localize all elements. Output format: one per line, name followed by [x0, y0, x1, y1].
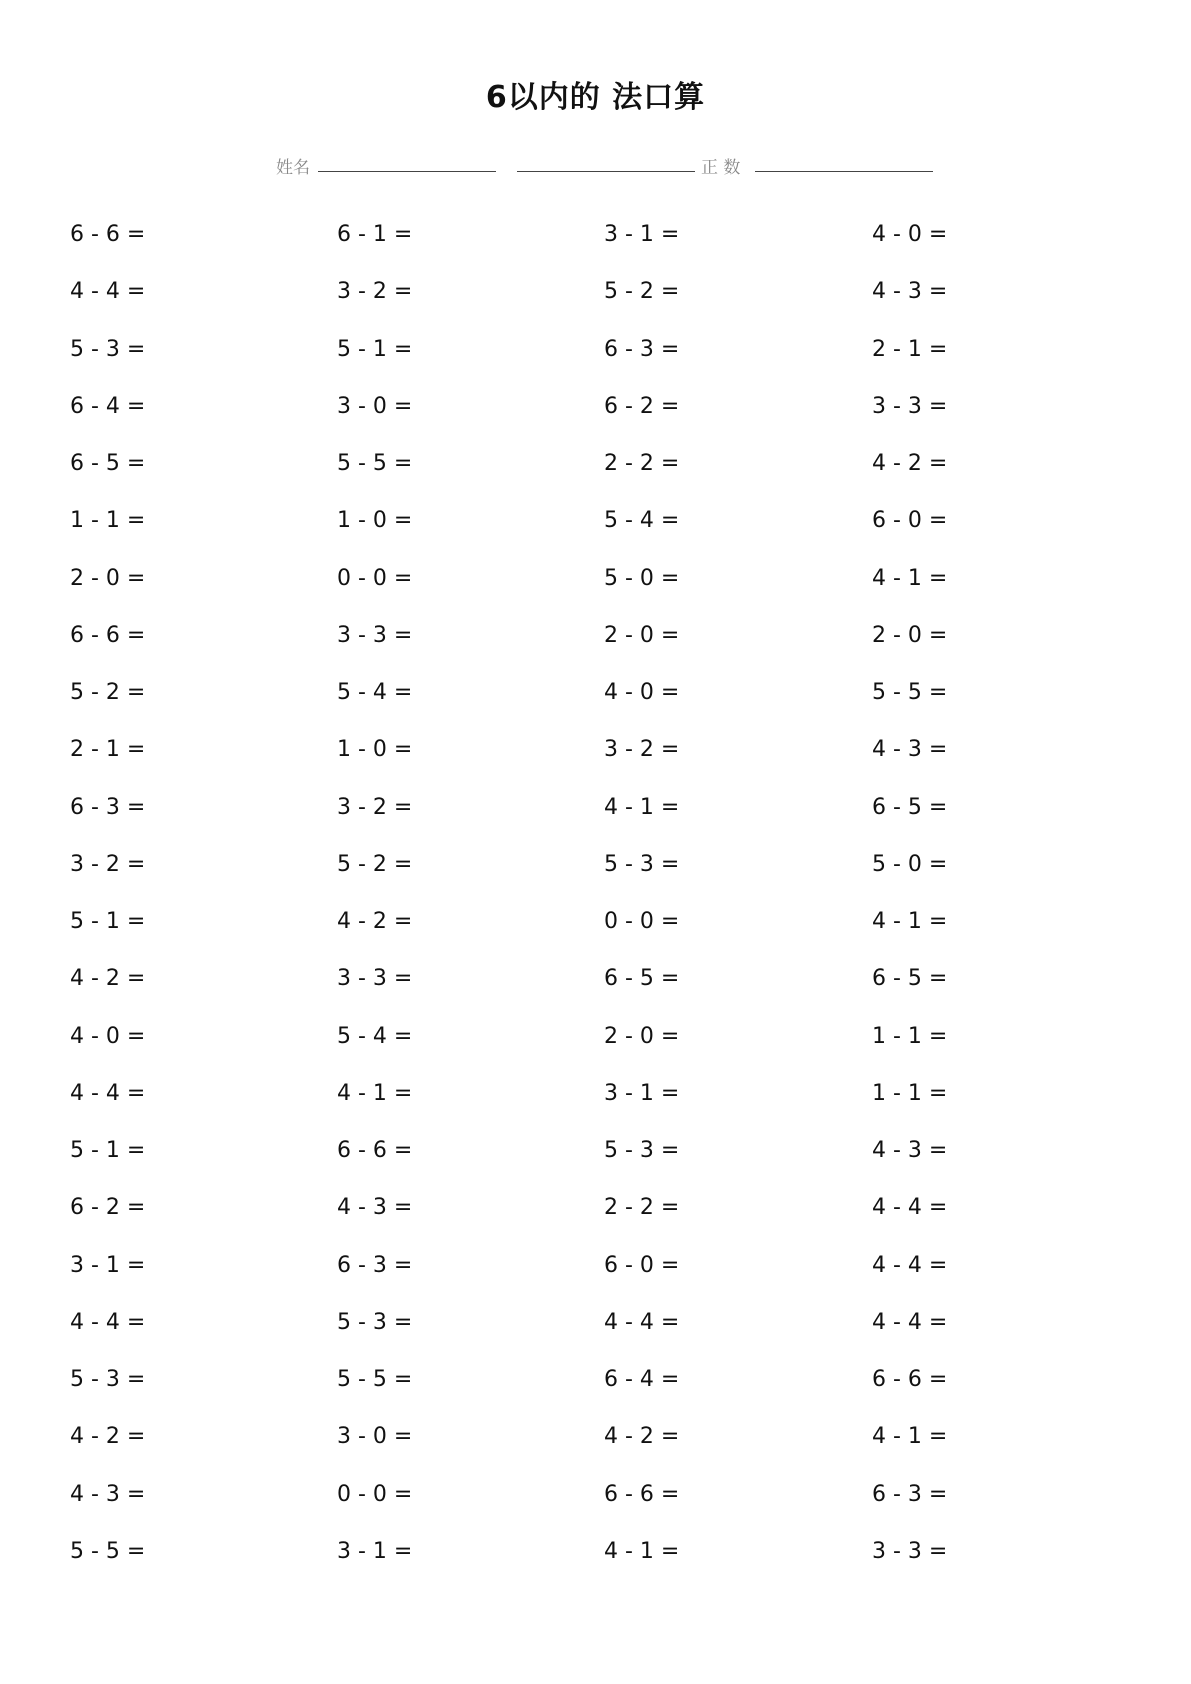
correct-count-field[interactable]: [755, 171, 933, 172]
problem-item: 3 - 3 =: [872, 393, 948, 419]
problem-item: 0 - 0 =: [337, 1481, 413, 1507]
problem-item: 2 - 0 =: [604, 622, 680, 648]
name-label: 姓名: [276, 158, 310, 178]
problem-item: 5 - 4 =: [337, 1023, 413, 1049]
problem-item: 4 - 1 =: [337, 1080, 413, 1106]
problem-item: 4 - 3 =: [872, 1138, 948, 1163]
problem-item: 5 - 5 =: [337, 1367, 413, 1392]
problem-item: 4 - 1 =: [872, 565, 948, 591]
problem-row: [70, 451, 1150, 508]
problem-item: 1 - 0 =: [337, 508, 413, 534]
problem-item: 2 - 0 =: [872, 622, 948, 648]
problem-item: 5 - 5 =: [70, 1538, 146, 1564]
problem-item: 2 - 0 =: [70, 565, 146, 591]
problem-item: 5 - 4 =: [337, 680, 413, 705]
problem-item: 5 - 1 =: [70, 1138, 146, 1163]
problem-item: 3 - 1 =: [337, 1538, 413, 1564]
problem-item: 4 - 2 =: [70, 1424, 146, 1450]
problem-item: 3 - 3 =: [337, 966, 413, 992]
problem-item: 3 - 0 =: [337, 1424, 413, 1450]
problem-item: 6 - 5 =: [70, 451, 146, 476]
problem-row: [70, 508, 1150, 565]
problem-item: 6 - 3 =: [604, 336, 680, 362]
problem-row: [70, 279, 1150, 336]
problem-item: 6 - 5 =: [872, 966, 948, 992]
problem-item: 6 - 5 =: [872, 794, 948, 820]
problem-item: 4 - 1 =: [872, 1424, 948, 1450]
problem-item: 3 - 2 =: [337, 794, 413, 820]
problem-item: 2 - 2 =: [604, 1195, 680, 1221]
problem-item: 4 - 0 =: [604, 680, 680, 705]
problem-item: 4 - 4 =: [70, 1080, 146, 1106]
problem-row: [70, 680, 1150, 737]
problem-row: [70, 909, 1150, 966]
problem-item: 6 - 3 =: [70, 794, 146, 820]
problem-item: 0 - 0 =: [604, 909, 680, 934]
problem-grid: [70, 222, 1150, 1596]
problem-item: 0 - 0 =: [337, 565, 413, 591]
problem-item: 4 - 2 =: [872, 451, 948, 476]
problem-item: 4 - 3 =: [70, 1481, 146, 1507]
problem-row: [70, 566, 1150, 623]
problem-item: 6 - 6 =: [604, 1481, 680, 1507]
problem-row: [70, 1424, 1150, 1481]
problem-item: 2 - 2 =: [604, 451, 680, 476]
problem-item: 3 - 3 =: [337, 622, 413, 648]
problem-item: 5 - 3 =: [70, 1367, 146, 1392]
problem-item: 2 - 1 =: [872, 336, 948, 362]
problem-item: 4 - 4 =: [872, 1195, 948, 1221]
problem-item: 6 - 6 =: [337, 1138, 413, 1163]
problem-item: 5 - 3 =: [604, 851, 680, 877]
problem-item: 4 - 1 =: [604, 1538, 680, 1564]
problem-item: 4 - 2 =: [337, 909, 413, 934]
problem-row: [70, 1539, 1150, 1596]
problem-item: 5 - 5 =: [337, 451, 413, 476]
problem-item: 3 - 2 =: [70, 851, 146, 877]
problem-row: [70, 1253, 1150, 1310]
problem-item: 4 - 1 =: [604, 794, 680, 820]
problem-item: 5 - 4 =: [604, 508, 680, 534]
problem-item: 5 - 3 =: [70, 336, 146, 362]
problem-row: [70, 337, 1150, 394]
problem-row: [70, 795, 1150, 852]
problem-item: 5 - 1 =: [70, 909, 146, 934]
problem-item: 4 - 0 =: [70, 1023, 146, 1049]
problem-item: 6 - 5 =: [604, 966, 680, 992]
problem-item: 3 - 1 =: [604, 1080, 680, 1106]
name-field[interactable]: [318, 171, 496, 172]
problem-item: 5 - 2 =: [604, 279, 680, 305]
problem-item: 6 - 6 =: [872, 1367, 948, 1392]
problem-item: 4 - 3 =: [872, 279, 948, 305]
problem-item: 4 - 3 =: [872, 737, 948, 763]
problem-item: 4 - 4 =: [70, 279, 146, 305]
student-info-row: [0, 150, 1191, 180]
problem-item: 4 - 4 =: [604, 1309, 680, 1335]
problem-item: 5 - 3 =: [337, 1309, 413, 1335]
problem-row: [70, 222, 1150, 279]
problem-item: 3 - 3 =: [872, 1538, 948, 1564]
problem-row: [70, 737, 1150, 794]
problem-item: 4 - 2 =: [70, 966, 146, 992]
problem-row: [70, 1310, 1150, 1367]
problem-item: 5 - 5 =: [872, 680, 948, 705]
blank-field[interactable]: [517, 171, 695, 172]
problem-item: 3 - 2 =: [337, 279, 413, 305]
problem-item: 3 - 1 =: [70, 1252, 146, 1278]
problem-item: 1 - 1 =: [872, 1023, 948, 1049]
problem-item: 5 - 2 =: [337, 851, 413, 877]
problem-item: 4 - 0 =: [872, 222, 948, 247]
problem-row: [70, 623, 1150, 680]
correct-count-label: 正 数: [701, 158, 741, 178]
problem-item: 6 - 0 =: [872, 508, 948, 534]
problem-row: [70, 1482, 1150, 1539]
problem-item: 6 - 6 =: [70, 222, 146, 247]
problem-item: 3 - 1 =: [604, 222, 680, 247]
problem-item: 2 - 1 =: [70, 737, 146, 763]
problem-item: 4 - 4 =: [872, 1309, 948, 1335]
problem-item: 4 - 4 =: [70, 1309, 146, 1335]
problem-item: 6 - 3 =: [872, 1481, 948, 1507]
problem-item: 6 - 4 =: [604, 1367, 680, 1392]
problem-item: 4 - 4 =: [872, 1252, 948, 1278]
page-title: 6以内的 法口算: [485, 80, 706, 115]
problem-item: 6 - 6 =: [70, 622, 146, 648]
problem-item: 5 - 2 =: [70, 680, 146, 705]
problem-item: 1 - 1 =: [70, 508, 146, 534]
problem-item: 5 - 3 =: [604, 1138, 680, 1163]
problem-item: 6 - 1 =: [337, 222, 413, 247]
problem-item: 3 - 2 =: [604, 737, 680, 763]
problem-row: [70, 1367, 1150, 1424]
problem-item: 6 - 0 =: [604, 1252, 680, 1278]
problem-item: 5 - 0 =: [872, 851, 948, 877]
problem-item: 6 - 4 =: [70, 393, 146, 419]
problem-row: [70, 1195, 1150, 1252]
problem-row: [70, 1081, 1150, 1138]
problem-item: 1 - 1 =: [872, 1080, 948, 1106]
problem-item: 4 - 3 =: [337, 1195, 413, 1221]
problem-row: [70, 1138, 1150, 1195]
problem-item: 4 - 1 =: [872, 909, 948, 934]
problem-item: 6 - 2 =: [70, 1195, 146, 1221]
problem-item: 4 - 2 =: [604, 1424, 680, 1450]
problem-item: 1 - 0 =: [337, 737, 413, 763]
problem-item: 5 - 1 =: [337, 336, 413, 362]
problem-row: [70, 394, 1150, 451]
problem-item: 6 - 3 =: [337, 1252, 413, 1278]
problem-item: 2 - 0 =: [604, 1023, 680, 1049]
problem-row: [70, 852, 1150, 909]
problem-item: 5 - 0 =: [604, 565, 680, 591]
problem-row: [70, 1024, 1150, 1081]
problem-item: 6 - 2 =: [604, 393, 680, 419]
problem-item: 3 - 0 =: [337, 393, 413, 419]
problem-row: [70, 966, 1150, 1023]
